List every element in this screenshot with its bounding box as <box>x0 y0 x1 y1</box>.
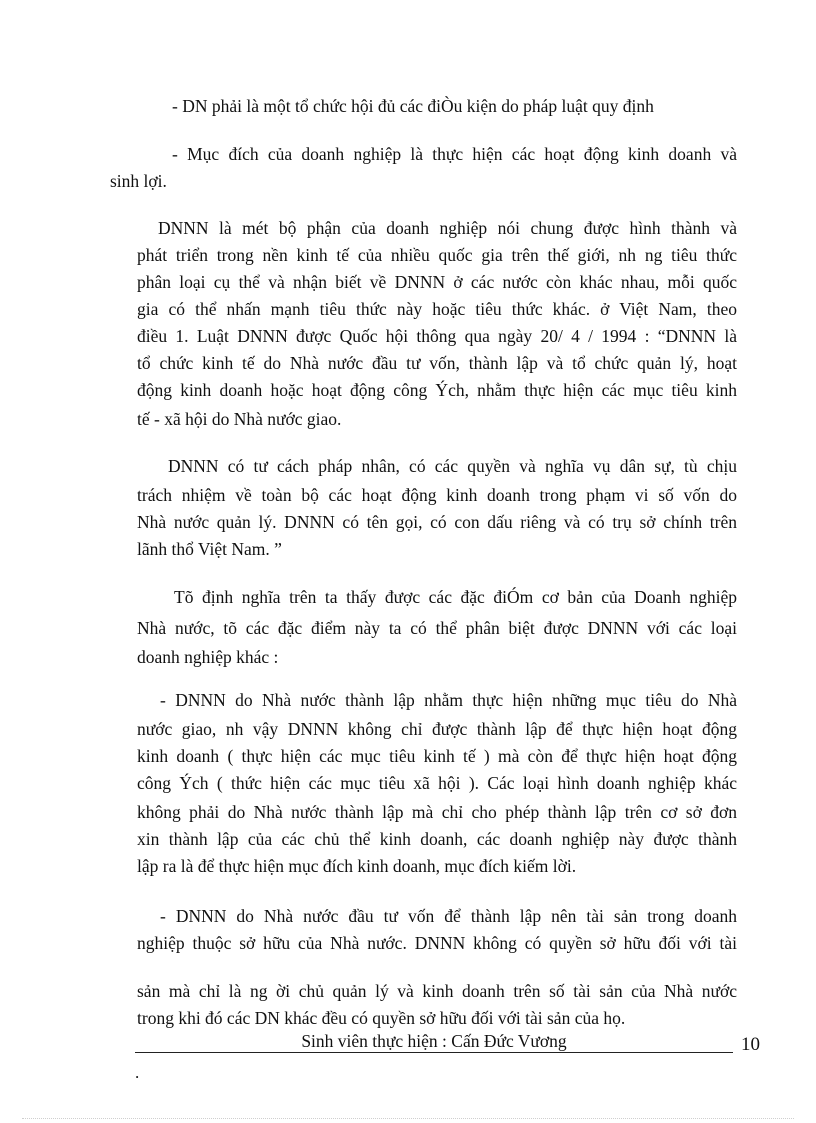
bullet-line-2: - Mục đích của doanh nghiệp là thực hiện các hoạt động kinh doanh và <box>172 144 737 164</box>
bullet-4-line-1: - DNNN do Nhà nước đầu tư vốn để thành lập nên tài sản trong doanh <box>160 906 737 926</box>
paragraph-2-line-1: DNNN có tư cách pháp nhân, có các quyền và nghĩa vụ dân sự, tù chịu <box>168 456 737 476</box>
paragraph-1-line-1: DNNN là mét bộ phận của doanh nghiệp nói chung được hình thành và <box>158 218 737 238</box>
bullet-3-line-7: lập ra là để thực hiện mục đích kinh doanh, mục đích kiếm lời. <box>137 856 577 876</box>
paragraph-3-line-2: Nhà nước, tõ các đặc điểm này ta có thể phân biệt được DNNN với các loại <box>137 618 737 638</box>
paragraph-1-line-2: phát triển trong nền kinh tế của nhiều quốc gia trên thế giới, nh ng tiêu thức <box>137 245 737 265</box>
bullet-3-line-6: xin thành lập của các chủ thể kinh doanh, các doanh nghiệp này được thành <box>137 829 737 849</box>
bullet-line-1: - DN phải là một tổ chức hội đủ các điÒu kiện do pháp luật quy định <box>172 96 654 116</box>
paragraph-3-line-3: doanh nghiệp khác : <box>137 647 279 667</box>
bullet-3-line-1: - DNNN do Nhà nước thành lập nhằm thực hiện những mục tiêu do Nhà <box>160 690 737 710</box>
paragraph-1-line-4: gia có thể nhấn mạnh tiêu thức này hoặc tiêu thức khác. ở Việt Nam, theo <box>137 299 737 319</box>
bullet-3-line-5: không phải do Nhà nước thành lập mà chỉ cho phép thành lập trên cơ sở đơn <box>137 802 737 822</box>
bullet-3-line-3: kinh doanh ( thực hiện các mục tiêu kinh tế ) mà còn để thực hiện hoạt động <box>137 746 737 766</box>
bullet-4-line-3: sản mà chỉ là ng ời chủ quản lý và kinh doanh trên số tài sản của Nhà nước <box>137 981 737 1001</box>
bullet-4-line-2: nghiệp thuộc sở hữu của Nhà nước. DNNN không có quyền sở hữu đối với tài <box>137 933 737 953</box>
footer-author: Sinh viên thực hiện : Cấn Đức Vương <box>301 1031 567 1051</box>
paragraph-1-line-3: phân loại cụ thể và nhận biết về DNNN ở các nước còn khác nhau, mỗi quốc <box>137 272 737 292</box>
page-number: 10 <box>741 1034 760 1055</box>
paragraph-2-line-2: trách nhiệm về toàn bộ các hoạt động kinh doanh trong phạm vi số vốn do <box>137 485 737 505</box>
bullet-line-2-cont: sinh lợi. <box>110 171 167 191</box>
bullet-4-line-4: trong khi đó các DN khác đều có quyền sở hữu đối với tài sản của họ. <box>137 1008 626 1028</box>
paragraph-1-line-7: động kinh doanh hoặc hoạt động công Ých, nhằm thực hiện các mục tiêu kinh <box>137 380 737 400</box>
paragraph-2-line-3: Nhà nước quản lý. DNNN có tên gọi, có con dấu riêng và có trụ sở chính trên <box>137 512 737 532</box>
paragraph-3-line-1: Tõ định nghĩa trên ta thấy được các đặc điÓm cơ bản của Doanh nghiệp <box>174 587 737 607</box>
paragraph-1-line-5: điều 1. Luật DNNN được Quốc hội thông qua ngày 20/ 4 / 1994 : “DNNN là <box>137 326 737 346</box>
page-bottom-divider <box>22 1118 794 1119</box>
bullet-3-line-2: nước giao, nh vậy DNNN không chỉ được thành lập để thực hiện hoạt động <box>137 719 737 739</box>
footer-dot: . <box>135 1063 140 1082</box>
paragraph-1-line-6: tổ chức kinh tế do Nhà nước đầu tư vốn, thành lập và tổ chức quản lý, hoạt <box>137 353 737 373</box>
paragraph-1-line-8: tế - xã hội do Nhà nước giao. <box>137 409 342 429</box>
bullet-3-line-4: công Ých ( thức hiện các mục tiêu xã hội ). Các loại hình doanh nghiệp khác <box>137 773 737 793</box>
paragraph-2-line-4: lãnh thổ Việt Nam. ” <box>137 539 282 559</box>
footer-rule <box>135 1052 733 1053</box>
